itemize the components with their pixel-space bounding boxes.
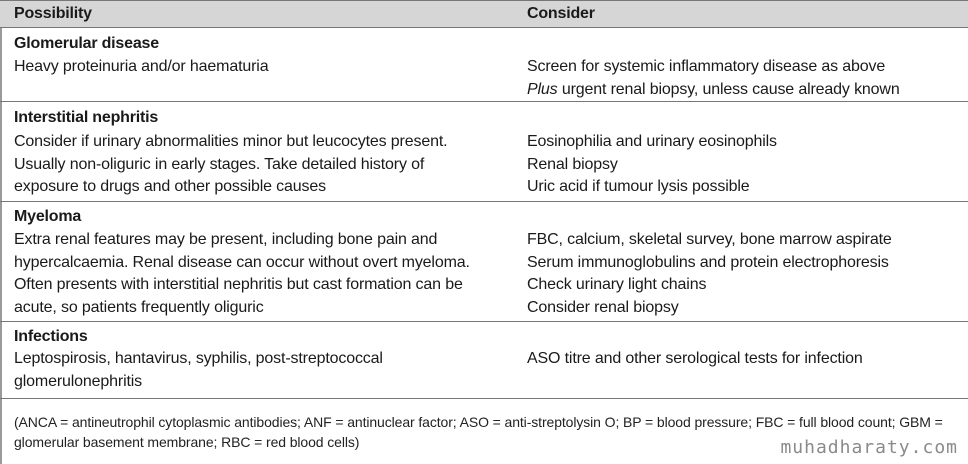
possibility-line: hypercalcaemia. Renal disease can occur without overt myeloma. [14,253,470,271]
plus-rest: urgent renal biopsy, unless cause already known [557,80,900,98]
possibility-line: Leptospirosis, hantavirus, syphilis, post-streptococcal [14,350,383,367]
row-possibility [14,131,514,199]
row-consider [527,56,967,101]
possibility-line: Usually non-oliguric in early stages. Take detailed history of [14,155,425,173]
consider-line: ASO titre and other serological tests for infection [527,350,863,367]
possibility-line: acute, so patients frequently oliguric [14,298,264,316]
consider-line: Consider renal biopsy [527,298,679,316]
header-possibility: Possibility [14,5,92,22]
table-row-glomerular [0,28,968,102]
possibility-line: glomerulonephritis [14,372,143,390]
possibility-line: Consider if urinary abnormalities minor but leucocytes present. [14,133,448,150]
row-possibility [14,56,514,79]
watermark: muhadharaty.com [780,437,958,458]
row-consider [527,229,967,319]
consider-line: Screen for systemic inflammatory disease as above [527,58,886,75]
consider-line: Serum immunoglobulins and protein electrophoresis [527,253,889,271]
table-row-myeloma [0,202,968,322]
plus-emphasis: Plus [527,80,558,98]
possibility-line: exposure to drugs and other possible causes [14,178,326,196]
consider-line [527,79,967,102]
possibility-line: Often presents with interstitial nephritis but cast formation can be [14,276,463,294]
table-header [0,0,968,28]
possibility-line: Extra renal features may be present, including bone pain and [14,231,438,248]
consider-line: Uric acid if tumour lysis possible [527,178,750,196]
consider-line: Eosinophilia and urinary eosinophils [527,133,777,150]
consider-line: Check urinary light chains [527,276,707,294]
row-consider [527,348,967,371]
consider-line: FBC, calcium, skeletal survey, bone marrow aspirate [527,231,892,248]
table-row-interstitial [0,102,968,202]
table-row-infections [0,322,968,399]
row-title: Infections [14,328,88,345]
row-title: Myeloma [14,208,82,225]
header-consider: Consider [527,5,595,22]
row-title: Glomerular disease [14,35,159,52]
possibility-line: Heavy proteinuria and/or haematuria [14,58,269,75]
row-title: Interstitial nephritis [14,109,159,126]
footnote-line: (ANCA = antineutrophil cytoplasmic antibodies; ANF = antinuclear factor; ASO = anti-streptolysin O; BP = blood pressure; FBC = full blood count; GBM = [14,414,943,430]
row-consider [527,131,967,199]
row-possibility [14,229,514,319]
consider-line: Renal biopsy [527,155,618,173]
footnote-line: glomerular basement membrane; RBC = red blood cells) [14,434,360,450]
row-possibility [14,348,514,393]
